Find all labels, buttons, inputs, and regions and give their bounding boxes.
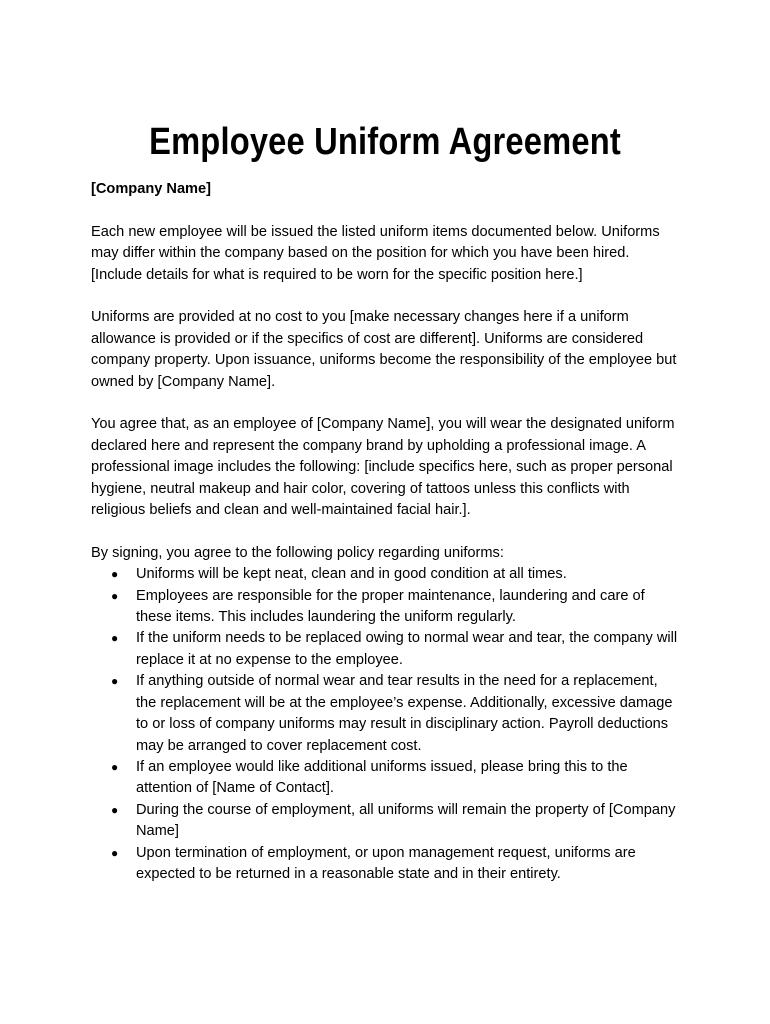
policy-item-text: If an employee would like additional uniforms issued, please bring this to the attention of [Name of Contact]. <box>136 758 628 797</box>
policy-item <box>91 671 681 757</box>
document-body <box>91 179 681 885</box>
bullet-icon: ● <box>111 759 119 774</box>
bullet-icon: ● <box>111 802 119 817</box>
policy-item <box>91 843 681 886</box>
policy-item <box>91 757 681 800</box>
document-title: Employee Uniform Agreement <box>149 121 621 163</box>
policy-item-text: If anything outside of normal wear and tear results in the need for a replacement, the replacement will be at the employee’s expense. Additionally, excessive damage to or loss of company uniforms may result in disciplinary action. Payroll deductions may be arranged to cover replacement cost. <box>136 673 673 754</box>
policy-item-text: Uniforms will be kept neat, clean and in good condition at all times. <box>136 566 567 583</box>
paragraph-cost-ownership: Uniforms are provided at no cost to you [make necessary changes here if a uniform allowance is provided or if the specifics of cost are different]. Uniforms are considered company property. Upon issuance, uniforms become the responsibility of the employee but owned by [Company Name]. <box>91 309 677 390</box>
policy-intro: By signing, you agree to the following policy regarding uniforms: <box>91 544 504 561</box>
paragraph-professional-image: You agree that, as an employee of [Company Name], you will wear the designated uniform declared here and represent the company brand by upholding a professional image. A professional image includes the following: [include specifics here, such as proper personal hygiene, neutral makeup and hair color, covering of tattoos unless this conflicts with religious beliefs and clean and well-maintained facial hair.]. <box>91 416 675 519</box>
policy-item-text: During the course of employment, all uniforms will remain the property of [Company Name] <box>136 801 676 840</box>
policy-item-text: Upon termination of employment, or upon management request, uniforms are expected to be returned in a reasonable state and in their entirety. <box>136 844 636 882</box>
policy-item-text: If the uniform needs to be replaced owing to normal wear and tear, the company will replace it at no expense to the employee. <box>136 630 678 668</box>
paragraph-issued-items: Each new employee will be issued the listed uniform items documented below. Uniforms may differ within the company based on the position for which you have been hired. [Include details for what is required to be worn for the specific position here.] <box>91 223 660 283</box>
policy-item <box>91 628 681 671</box>
policy-item <box>91 586 681 629</box>
bullet-icon: ● <box>111 674 119 689</box>
bullet-icon: ● <box>111 845 119 860</box>
bullet-icon: ● <box>111 588 119 603</box>
company-name-placeholder: [Company Name] <box>91 181 212 197</box>
policy-item <box>91 564 681 585</box>
policy-list <box>91 564 681 885</box>
policy-item-text: Employees are responsible for the proper maintenance, laundering and care of these items. This includes laundering the uniform regularly. <box>136 587 645 626</box>
bullet-icon: ● <box>111 567 119 582</box>
policy-item <box>91 800 681 843</box>
bullet-icon: ● <box>111 631 119 646</box>
